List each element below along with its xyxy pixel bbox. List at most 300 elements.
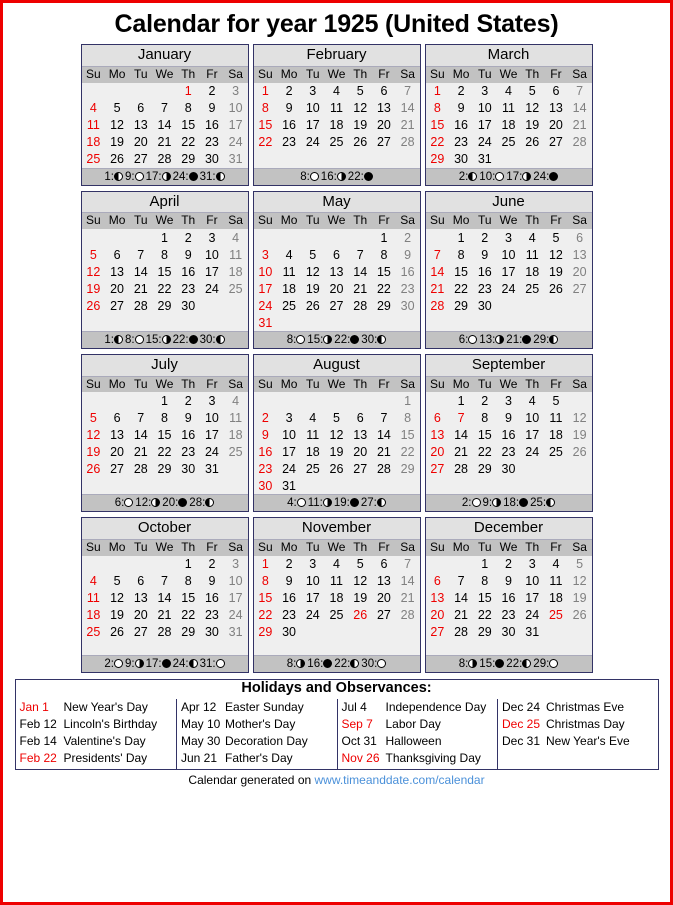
day-cell[interactable]: 24 bbox=[204, 281, 219, 296]
day-cell[interactable]: 23 bbox=[400, 281, 415, 296]
day-cell[interactable]: 30 bbox=[501, 461, 516, 476]
day-cell[interactable]: 17 bbox=[305, 118, 320, 133]
day-cell[interactable]: 6 bbox=[113, 410, 121, 425]
day-cell[interactable]: 11 bbox=[86, 591, 100, 606]
day-cell[interactable]: 16 bbox=[258, 444, 273, 459]
day-cell[interactable]: 29 bbox=[376, 298, 391, 313]
day-cell[interactable]: 25 bbox=[86, 152, 101, 167]
day-cell[interactable]: 3 bbox=[309, 557, 317, 572]
day-cell[interactable]: 8 bbox=[481, 574, 489, 589]
day-cell[interactable]: 1 bbox=[184, 84, 192, 99]
day-cell[interactable]: 10 bbox=[501, 247, 516, 262]
day-cell[interactable]: 5 bbox=[333, 410, 340, 425]
day-cell[interactable]: 19 bbox=[548, 264, 563, 279]
day-cell[interactable]: 14 bbox=[376, 427, 391, 442]
day-cell[interactable]: 12 bbox=[572, 574, 587, 589]
day-cell[interactable]: 6 bbox=[380, 84, 388, 99]
day-cell[interactable]: 16 bbox=[282, 591, 297, 606]
day-cell[interactable]: 23 bbox=[258, 461, 273, 476]
day-cell[interactable]: 14 bbox=[133, 427, 148, 442]
day-cell[interactable]: 27 bbox=[353, 461, 368, 476]
day-cell[interactable]: 18 bbox=[501, 118, 516, 133]
day-cell[interactable]: 27 bbox=[110, 461, 125, 476]
day-cell[interactable]: 30 bbox=[454, 152, 469, 167]
day-cell[interactable]: 24 bbox=[228, 135, 243, 150]
day-cell[interactable]: 10 bbox=[204, 410, 219, 425]
day-cell[interactable]: 12 bbox=[548, 247, 563, 262]
day-cell[interactable]: 27 bbox=[133, 152, 148, 167]
day-cell[interactable]: 31 bbox=[204, 461, 219, 476]
day-cell[interactable]: 22 bbox=[157, 281, 172, 296]
day-cell[interactable]: 26 bbox=[86, 298, 101, 313]
day-cell[interactable]: 10 bbox=[525, 574, 540, 589]
day-cell[interactable]: 26 bbox=[110, 625, 125, 640]
day-cell[interactable]: 3 bbox=[208, 230, 216, 245]
day-cell[interactable]: 4 bbox=[89, 101, 97, 116]
day-cell[interactable]: 1 bbox=[457, 393, 465, 408]
day-cell[interactable]: 25 bbox=[525, 281, 540, 296]
day-cell[interactable]: 29 bbox=[258, 625, 273, 640]
day-cell[interactable]: 17 bbox=[204, 264, 219, 279]
day-cell[interactable]: 23 bbox=[282, 608, 297, 623]
day-cell[interactable]: 30 bbox=[204, 625, 219, 640]
day-cell[interactable]: 15 bbox=[477, 591, 492, 606]
day-cell[interactable]: 5 bbox=[552, 230, 560, 245]
day-cell[interactable]: 27 bbox=[376, 608, 391, 623]
day-cell[interactable]: 20 bbox=[572, 264, 587, 279]
day-cell[interactable]: 31 bbox=[228, 152, 243, 167]
day-cell[interactable]: 21 bbox=[133, 444, 148, 459]
day-cell[interactable]: 10 bbox=[305, 101, 320, 116]
day-cell[interactable]: 25 bbox=[548, 444, 563, 459]
day-cell[interactable]: 19 bbox=[572, 427, 587, 442]
day-cell[interactable]: 12 bbox=[525, 101, 540, 116]
day-cell[interactable]: 15 bbox=[157, 427, 172, 442]
day-cell[interactable]: 4 bbox=[232, 393, 240, 408]
day-cell[interactable]: 29 bbox=[477, 461, 492, 476]
day-cell[interactable]: 20 bbox=[430, 444, 445, 459]
day-cell[interactable]: 1 bbox=[433, 84, 441, 99]
day-cell[interactable]: 6 bbox=[333, 247, 340, 262]
day-cell[interactable]: 11 bbox=[229, 410, 243, 425]
day-cell[interactable]: 23 bbox=[204, 135, 219, 150]
day-cell[interactable]: 1 bbox=[161, 393, 168, 408]
day-cell[interactable]: 7 bbox=[137, 247, 145, 262]
day-cell[interactable]: 18 bbox=[548, 591, 563, 606]
day-cell[interactable]: 19 bbox=[305, 281, 320, 296]
day-cell[interactable]: 3 bbox=[232, 557, 240, 572]
day-cell[interactable]: 23 bbox=[454, 135, 469, 150]
day-cell[interactable]: 26 bbox=[572, 608, 587, 623]
day-cell[interactable]: 7 bbox=[457, 574, 465, 589]
day-cell[interactable]: 15 bbox=[430, 118, 445, 133]
day-cell[interactable]: 1 bbox=[161, 230, 168, 245]
day-cell[interactable]: 11 bbox=[306, 427, 320, 442]
day-cell[interactable]: 29 bbox=[157, 298, 172, 313]
day-cell[interactable]: 10 bbox=[282, 427, 297, 442]
day-cell[interactable]: 21 bbox=[572, 118, 587, 133]
day-cell[interactable]: 26 bbox=[548, 281, 563, 296]
day-cell[interactable]: 2 bbox=[481, 230, 489, 245]
day-cell[interactable]: 13 bbox=[110, 264, 125, 279]
day-cell[interactable]: 11 bbox=[330, 574, 343, 589]
day-cell[interactable]: 19 bbox=[353, 591, 368, 606]
day-cell[interactable]: 3 bbox=[285, 410, 293, 425]
day-cell[interactable]: 24 bbox=[525, 444, 540, 459]
day-cell[interactable]: 25 bbox=[329, 608, 344, 623]
day-cell[interactable]: 28 bbox=[572, 135, 587, 150]
day-cell[interactable]: 1 bbox=[404, 393, 412, 408]
day-cell[interactable]: 1 bbox=[261, 557, 269, 572]
day-cell[interactable]: 9 bbox=[505, 410, 512, 425]
day-cell[interactable]: 10 bbox=[525, 410, 540, 425]
day-cell[interactable]: 13 bbox=[430, 591, 445, 606]
day-cell[interactable]: 19 bbox=[525, 118, 540, 133]
day-cell[interactable]: 18 bbox=[228, 427, 243, 442]
day-cell[interactable]: 20 bbox=[110, 444, 125, 459]
day-cell[interactable]: 22 bbox=[181, 608, 196, 623]
day-cell[interactable]: 10 bbox=[228, 574, 243, 589]
day-cell[interactable]: 16 bbox=[454, 118, 469, 133]
day-cell[interactable]: 16 bbox=[204, 591, 219, 606]
day-cell[interactable]: 19 bbox=[86, 444, 101, 459]
day-cell[interactable]: 18 bbox=[305, 444, 320, 459]
day-cell[interactable]: 25 bbox=[86, 625, 101, 640]
day-cell[interactable]: 15 bbox=[181, 591, 196, 606]
day-cell[interactable]: 12 bbox=[353, 101, 368, 116]
day-cell[interactable]: 6 bbox=[433, 410, 441, 425]
day-cell[interactable]: 27 bbox=[548, 135, 563, 150]
day-cell[interactable]: 11 bbox=[525, 247, 539, 262]
day-cell[interactable]: 28 bbox=[454, 461, 469, 476]
day-cell[interactable]: 8 bbox=[433, 101, 441, 116]
day-cell[interactable]: 11 bbox=[330, 101, 343, 116]
day-cell[interactable]: 26 bbox=[329, 461, 344, 476]
day-cell[interactable]: 15 bbox=[258, 591, 273, 606]
day-cell[interactable]: 16 bbox=[181, 427, 196, 442]
day-cell[interactable]: 16 bbox=[501, 591, 516, 606]
day-cell[interactable]: 8 bbox=[184, 574, 192, 589]
day-cell[interactable]: 19 bbox=[86, 281, 101, 296]
day-cell[interactable]: 25 bbox=[282, 298, 297, 313]
day-cell[interactable]: 22 bbox=[376, 281, 391, 296]
day-cell[interactable]: 6 bbox=[137, 101, 145, 116]
day-cell[interactable]: 16 bbox=[477, 264, 492, 279]
day-cell[interactable]: 22 bbox=[477, 444, 492, 459]
day-cell[interactable]: 15 bbox=[400, 427, 415, 442]
day-cell[interactable]: 3 bbox=[232, 84, 240, 99]
day-cell[interactable]: 10 bbox=[204, 247, 219, 262]
day-cell[interactable]: 17 bbox=[228, 118, 243, 133]
day-cell[interactable]: 2 bbox=[457, 84, 465, 99]
day-cell[interactable]: 23 bbox=[477, 281, 492, 296]
day-cell[interactable]: 28 bbox=[430, 298, 445, 313]
day-cell[interactable]: 11 bbox=[502, 101, 515, 116]
day-cell[interactable]: 17 bbox=[477, 118, 492, 133]
day-cell[interactable]: 26 bbox=[353, 135, 368, 150]
day-cell[interactable]: 5 bbox=[528, 84, 536, 99]
day-cell[interactable]: 7 bbox=[161, 574, 168, 589]
day-cell[interactable]: 16 bbox=[204, 118, 219, 133]
day-cell[interactable]: 6 bbox=[433, 574, 441, 589]
day-cell[interactable]: 6 bbox=[552, 84, 560, 99]
day-cell[interactable]: 7 bbox=[161, 101, 168, 116]
day-cell[interactable]: 9 bbox=[208, 101, 216, 116]
day-cell[interactable]: 8 bbox=[261, 101, 269, 116]
day-cell[interactable]: 3 bbox=[481, 84, 489, 99]
day-cell[interactable]: 7 bbox=[380, 410, 388, 425]
day-cell[interactable]: 14 bbox=[133, 264, 148, 279]
day-cell[interactable]: 7 bbox=[433, 247, 441, 262]
day-cell[interactable]: 3 bbox=[505, 230, 512, 245]
day-cell[interactable]: 24 bbox=[305, 608, 320, 623]
day-cell[interactable]: 13 bbox=[376, 574, 391, 589]
day-cell[interactable]: 29 bbox=[430, 152, 445, 167]
day-cell[interactable]: 12 bbox=[305, 264, 320, 279]
day-cell[interactable]: 3 bbox=[505, 393, 512, 408]
day-cell[interactable]: 31 bbox=[477, 152, 492, 167]
day-cell[interactable]: 21 bbox=[157, 135, 172, 150]
day-cell[interactable]: 31 bbox=[228, 625, 243, 640]
day-cell[interactable]: 5 bbox=[113, 574, 121, 589]
day-cell[interactable]: 8 bbox=[161, 410, 168, 425]
day-cell[interactable]: 28 bbox=[133, 461, 148, 476]
day-cell[interactable]: 5 bbox=[576, 557, 584, 572]
day-cell[interactable]: 14 bbox=[454, 591, 469, 606]
day-cell[interactable]: 30 bbox=[477, 298, 492, 313]
day-cell[interactable]: 30 bbox=[282, 625, 297, 640]
day-cell[interactable]: 26 bbox=[305, 298, 320, 313]
day-cell[interactable]: 24 bbox=[477, 135, 492, 150]
day-cell[interactable]: 20 bbox=[133, 135, 148, 150]
day-cell[interactable]: 12 bbox=[86, 427, 101, 442]
day-cell[interactable]: 9 bbox=[184, 247, 192, 262]
day-cell[interactable]: 9 bbox=[261, 427, 269, 442]
day-cell[interactable]: 13 bbox=[572, 247, 587, 262]
day-cell[interactable]: 22 bbox=[430, 135, 445, 150]
day-cell[interactable]: 9 bbox=[457, 101, 465, 116]
day-cell[interactable]: 30 bbox=[181, 298, 196, 313]
day-cell[interactable]: 26 bbox=[353, 608, 368, 623]
day-cell[interactable]: 27 bbox=[376, 135, 391, 150]
day-cell[interactable]: 20 bbox=[430, 608, 445, 623]
day-cell[interactable]: 22 bbox=[258, 135, 273, 150]
day-cell[interactable]: 20 bbox=[548, 118, 563, 133]
day-cell[interactable]: 26 bbox=[86, 461, 101, 476]
day-cell[interactable]: 14 bbox=[572, 101, 587, 116]
day-cell[interactable]: 24 bbox=[204, 444, 219, 459]
day-cell[interactable]: 19 bbox=[110, 608, 125, 623]
day-cell[interactable]: 1 bbox=[457, 230, 465, 245]
day-cell[interactable]: 23 bbox=[204, 608, 219, 623]
day-cell[interactable]: 18 bbox=[329, 591, 344, 606]
day-cell[interactable]: 5 bbox=[356, 557, 364, 572]
day-cell[interactable]: 24 bbox=[258, 298, 273, 313]
day-cell[interactable]: 2 bbox=[285, 557, 293, 572]
day-cell[interactable]: 2 bbox=[505, 557, 512, 572]
day-cell[interactable]: 7 bbox=[137, 410, 145, 425]
day-cell[interactable]: 5 bbox=[356, 84, 364, 99]
day-cell[interactable]: 6 bbox=[576, 230, 584, 245]
day-cell[interactable]: 17 bbox=[305, 591, 320, 606]
day-cell[interactable]: 5 bbox=[113, 101, 121, 116]
day-cell[interactable]: 23 bbox=[282, 135, 297, 150]
day-cell[interactable]: 2 bbox=[208, 557, 216, 572]
day-cell[interactable]: 24 bbox=[501, 281, 516, 296]
day-cell[interactable]: 24 bbox=[282, 461, 297, 476]
day-cell[interactable]: 3 bbox=[261, 247, 269, 262]
day-cell[interactable]: 29 bbox=[400, 461, 415, 476]
day-cell[interactable]: 8 bbox=[404, 410, 412, 425]
day-cell[interactable]: 20 bbox=[110, 281, 125, 296]
day-cell[interactable]: 29 bbox=[477, 625, 492, 640]
day-cell[interactable]: 18 bbox=[329, 118, 344, 133]
day-cell[interactable]: 17 bbox=[525, 427, 540, 442]
day-cell[interactable]: 13 bbox=[548, 101, 563, 116]
day-cell[interactable]: 28 bbox=[376, 461, 391, 476]
day-cell[interactable]: 17 bbox=[501, 264, 516, 279]
day-cell[interactable]: 28 bbox=[157, 625, 172, 640]
day-cell[interactable]: 7 bbox=[404, 557, 412, 572]
day-cell[interactable]: 8 bbox=[161, 247, 168, 262]
day-cell[interactable]: 29 bbox=[181, 152, 196, 167]
day-cell[interactable]: 18 bbox=[548, 427, 563, 442]
day-cell[interactable]: 12 bbox=[86, 264, 101, 279]
day-cell[interactable]: 7 bbox=[356, 247, 364, 262]
day-cell[interactable]: 4 bbox=[285, 247, 293, 262]
day-cell[interactable]: 16 bbox=[400, 264, 415, 279]
day-cell[interactable]: 19 bbox=[110, 135, 125, 150]
day-cell[interactable]: 6 bbox=[113, 247, 121, 262]
day-cell[interactable]: 8 bbox=[184, 101, 192, 116]
day-cell[interactable]: 21 bbox=[133, 281, 148, 296]
day-cell[interactable]: 2 bbox=[481, 393, 489, 408]
day-cell[interactable]: 10 bbox=[477, 101, 492, 116]
day-cell[interactable]: 11 bbox=[86, 118, 100, 133]
day-cell[interactable]: 21 bbox=[400, 591, 415, 606]
day-cell[interactable]: 26 bbox=[572, 444, 587, 459]
day-cell[interactable]: 21 bbox=[430, 281, 445, 296]
day-cell[interactable]: 30 bbox=[400, 298, 415, 313]
day-cell[interactable]: 6 bbox=[356, 410, 364, 425]
day-cell[interactable]: 8 bbox=[457, 247, 465, 262]
day-cell[interactable]: 26 bbox=[525, 135, 540, 150]
day-cell[interactable]: 15 bbox=[376, 264, 391, 279]
day-cell[interactable]: 1 bbox=[261, 84, 269, 99]
day-cell[interactable]: 23 bbox=[181, 281, 196, 296]
day-cell[interactable]: 21 bbox=[454, 444, 469, 459]
day-cell[interactable]: 25 bbox=[548, 608, 563, 623]
day-cell[interactable]: 27 bbox=[329, 298, 344, 313]
day-cell[interactable]: 10 bbox=[305, 574, 320, 589]
day-cell[interactable]: 19 bbox=[353, 118, 368, 133]
day-cell[interactable]: 28 bbox=[454, 625, 469, 640]
day-cell[interactable]: 14 bbox=[157, 118, 172, 133]
day-cell[interactable]: 15 bbox=[157, 264, 172, 279]
day-cell[interactable]: 3 bbox=[208, 393, 216, 408]
day-cell[interactable]: 4 bbox=[309, 410, 317, 425]
day-cell[interactable]: 30 bbox=[204, 152, 219, 167]
day-cell[interactable]: 29 bbox=[157, 461, 172, 476]
day-cell[interactable]: 22 bbox=[258, 608, 273, 623]
day-cell[interactable]: 27 bbox=[430, 461, 445, 476]
day-cell[interactable]: 31 bbox=[525, 625, 540, 640]
day-cell[interactable]: 12 bbox=[329, 427, 344, 442]
day-cell[interactable]: 1 bbox=[184, 557, 192, 572]
day-cell[interactable]: 9 bbox=[481, 247, 489, 262]
day-cell[interactable]: 18 bbox=[282, 281, 297, 296]
day-cell[interactable]: 7 bbox=[457, 410, 465, 425]
day-cell[interactable]: 30 bbox=[501, 625, 516, 640]
day-cell[interactable]: 2 bbox=[285, 84, 293, 99]
day-cell[interactable]: 15 bbox=[477, 427, 492, 442]
day-cell[interactable]: 21 bbox=[353, 281, 368, 296]
day-cell[interactable]: 2 bbox=[184, 393, 192, 408]
day-cell[interactable]: 16 bbox=[501, 427, 516, 442]
day-cell[interactable]: 21 bbox=[157, 608, 172, 623]
day-cell[interactable]: 1 bbox=[481, 557, 489, 572]
day-cell[interactable]: 7 bbox=[576, 84, 584, 99]
day-cell[interactable]: 18 bbox=[525, 264, 540, 279]
day-cell[interactable]: 13 bbox=[430, 427, 445, 442]
day-cell[interactable]: 14 bbox=[353, 264, 368, 279]
day-cell[interactable]: 25 bbox=[501, 135, 516, 150]
day-cell[interactable]: 5 bbox=[552, 393, 560, 408]
day-cell[interactable]: 16 bbox=[282, 118, 297, 133]
day-cell[interactable]: 20 bbox=[353, 444, 368, 459]
day-cell[interactable]: 7 bbox=[404, 84, 412, 99]
day-cell[interactable]: 22 bbox=[454, 281, 469, 296]
day-cell[interactable]: 31 bbox=[282, 478, 297, 493]
day-cell[interactable]: 27 bbox=[572, 281, 587, 296]
day-cell[interactable]: 11 bbox=[549, 574, 563, 589]
day-cell[interactable]: 13 bbox=[133, 118, 148, 133]
day-cell[interactable]: 13 bbox=[110, 427, 125, 442]
day-cell[interactable]: 4 bbox=[528, 230, 536, 245]
day-cell[interactable]: 4 bbox=[505, 84, 512, 99]
day-cell[interactable]: 6 bbox=[137, 574, 145, 589]
day-cell[interactable]: 22 bbox=[400, 444, 415, 459]
day-cell[interactable]: 27 bbox=[430, 625, 445, 640]
day-cell[interactable]: 14 bbox=[400, 574, 415, 589]
day-cell[interactable]: 17 bbox=[228, 591, 243, 606]
day-cell[interactable]: 16 bbox=[181, 264, 196, 279]
day-cell[interactable]: 9 bbox=[208, 574, 216, 589]
day-cell[interactable]: 28 bbox=[157, 152, 172, 167]
day-cell[interactable]: 30 bbox=[258, 478, 273, 493]
day-cell[interactable]: 30 bbox=[181, 461, 196, 476]
day-cell[interactable]: 28 bbox=[133, 298, 148, 313]
day-cell[interactable]: 15 bbox=[454, 264, 469, 279]
day-cell[interactable]: 6 bbox=[380, 557, 388, 572]
day-cell[interactable]: 8 bbox=[380, 247, 388, 262]
day-cell[interactable]: 31 bbox=[258, 315, 273, 330]
day-cell[interactable]: 8 bbox=[261, 574, 269, 589]
day-cell[interactable]: 13 bbox=[353, 427, 368, 442]
day-cell[interactable]: 25 bbox=[228, 281, 243, 296]
day-cell[interactable]: 28 bbox=[400, 608, 415, 623]
day-cell[interactable]: 4 bbox=[333, 84, 340, 99]
day-cell[interactable]: 9 bbox=[285, 574, 293, 589]
day-cell[interactable]: 3 bbox=[528, 557, 536, 572]
day-cell[interactable]: 24 bbox=[305, 135, 320, 150]
day-cell[interactable]: 4 bbox=[528, 393, 536, 408]
day-cell[interactable]: 17 bbox=[258, 281, 273, 296]
day-cell[interactable]: 27 bbox=[133, 625, 148, 640]
day-cell[interactable]: 13 bbox=[329, 264, 344, 279]
day-cell[interactable]: 20 bbox=[376, 118, 391, 133]
day-cell[interactable]: 3 bbox=[309, 84, 317, 99]
